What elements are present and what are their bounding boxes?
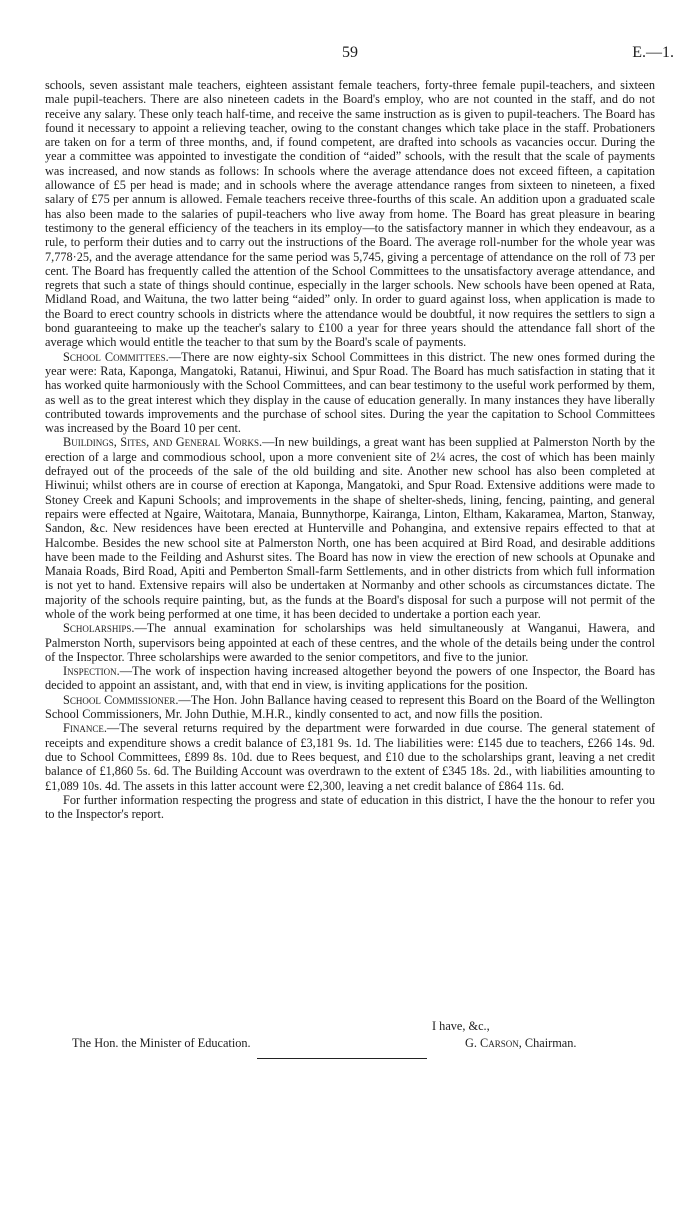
paragraph-text: schools, seven assistant male teachers, eighteen assistant female teachers, forty-three female pupil-teachers, and sixteen male pupil-teachers. There are also nineteen cadets in the Board's employ, who are not counted in the staff, and do not receive any salary. These only teach half-time, and receive the same instruction as is given to pupil-teachers. The Board has found it necessary to appoint a relieving teacher, owing to the constant changes which take place in the staff. Probationers are taken on for a term of three months, and, if found competent, are drafted into schools as vacancies occur. During the year a committee was appointed to investigate the condition of “aided” schools, with the result that the scale of payments was increased, and now stands as follows: In schools where the average attendance does not exceed fifteen, a capitation allowance of £5 per head is made; and in schools where the average attendance ranges from sixteen to nineteen, a fixed salary of £75 per annum is allowed. Female teachers receive three-fourths of this scale. An addition upon a graduated scale has also been made to the salaries of pupil-teachers who live away from home. The Board has great pleasure in bearing testimony to the general efficiency of the teachers in its employ—to the satisfactory manner in which they endeavour, as a rule, to perform their duties and to carry out the instructions of the Board. The average roll-number for the whole year was 7,778·25, and the average attendance for the same period was 5,745, giving a percentage of attendance on the roll of 73 per cent. The Board has frequently called the attention of the School Committees to the unsatisfactory average attendance, and regrets that such a state of things should continue, especially in the larger schools. New schools have been opened at Rata, Midland Road, and Waituna, the two latter being “aided” only. In order to guard against loss, when application is made to the Board to erect country schools in districts where the attendance would be doubtful, it now requires the settlers to sign a bond guaranteeing to make up the teacher's salary to £100 a year for three years should the attendance fall short of the average which would entitle the teacher to that sum by the Board's scale of payments.	[45, 78, 655, 350]
section-heading: School Commissioner.	[63, 692, 179, 707]
paragraph-closing	[45, 793, 655, 822]
section-heading: Finance.	[63, 721, 107, 736]
paragraph-school-commissioner	[45, 693, 655, 722]
paragraph-buildings	[45, 435, 655, 621]
paragraph-inspection	[45, 664, 655, 693]
section-heading: Inspection.	[63, 664, 120, 679]
paragraph-text: —The annual examination for scholarships was held simultaneously at Wanganui, Hawera, and Palmerston North, supervisors being appointed at each of these centres, and the whole of the details being under the control of the Inspector. Three scholarships were awarded to the senior competitors, and five to the junior.	[45, 621, 655, 664]
salutation: I have, &c.,	[432, 1019, 490, 1033]
paragraph-text: —The Hon. John Ballance having ceased to represent this Board on the Board of the Wellington School Commissioners, Mr. John Duthie, M.H.R., kindly consented to act, and now fills the position.	[45, 692, 655, 722]
paragraph-school-committees	[45, 350, 655, 436]
paragraph-text: —There are now eighty-six School Committees in this district. The new ones formed during the year were: Rata, Kaponga, Mangatoki, Ratanui, Hiwinui, and Spur Road. The Board has much satisfaction in stating that it has worked quite harmoniously with the School Committees, and can bear testimony to the useful work performed by them, as well as to the great interest which they display in the cause of education generally. In many instances they have liberally contributed towards improvements and the purchase of school sites. During the year the capitation to School Committees was increased by the Board 10 per cent.	[45, 349, 655, 436]
report-body	[45, 78, 655, 821]
signer-name: Carson	[480, 1036, 519, 1050]
paragraph-scholarships	[45, 621, 655, 664]
section-heading: School Committees.	[63, 349, 169, 364]
paragraph-text: —The work of inspection having increased altogether beyond the powers of one Inspector, the Board has decided to appoint an assistant, and, with that end in view, is inviting applications for the position.	[45, 664, 655, 693]
section-heading: Scholarships.	[63, 621, 135, 636]
document-reference: E.—1.	[632, 44, 674, 61]
signer-initial: G.	[465, 1036, 481, 1050]
paragraph-text: For further information respecting the progress and state of education in this district, I have the the honour to refer you to the Inspector's report.	[45, 792, 655, 822]
page-number: 59	[342, 44, 358, 61]
closing-rule	[257, 1058, 427, 1059]
paragraph-text: —In new buildings, a great want has been supplied at Palmerston North by the erection of a large and commodious school, upon a more convenient site of 2¼ acres, the cost of which has been mainly defrayed out of the proceeds of the sale of the old building and site. Another new school has also been completed at Hiwinui; whilst others are in course of erection at Kaponga, Mangatoki, and Spur Road. Extensive additions were made to Stoney Creek and Kapuni Schools; and improvements in the shape of shelter-sheds, lining, fencing, painting, and general repairs were effected at Ngaire, Waitotara, Manaia, Bunnythorpe, Kairanga, Linton, Eltham, Kakaramea, Marton, Stanway, Sandon, &c. New residences have been erected at Hunterville and Pohangina, and extensive repairs effected to that at Halcombe. Besides the new school site at Palmerston North, one has been acquired at Bird Road, and desirable additions have been made to the Feilding and Ashurst sites. The Board has now in view the erection of new schools at Opunake and Manaia Roads, Bird Road, Apiti and Pemberton Small-farm Settlements, and in other districts from which full information is not yet to hand. Extensive repairs will also be undertaken at Normanby and other schools as circumstances dictate. The majority of the schools require painting, but, as the funds at the Board's disposal for such a purpose will not permit of the whole of the work being performed at one time, it has been decided to undertake a portion each year.	[45, 435, 655, 621]
signature-block	[465, 1036, 576, 1051]
paragraph-text: —The several returns required by the department were forwarded in due course. The general statement of receipts and expenditure shows a credit balance of £3,181 9s. 1d. The liabilities were: £145 due to teachers, £266 14s. 9d. due to School Committees, £899 8s. 10d. due to Rees bequest, and £10 due to the scholarships grant, leaving a net credit balance of £1,860 5s. 6d. The Building Account was overdrawn to the extent of £345 18s. 2d., with liabilities amounting to £1,089 10s. 4d. The assets in this latter account were £2,300, leaving a net credit balance of £864 11s. 6d.	[45, 721, 655, 793]
paragraph-staff	[45, 78, 655, 350]
paragraph-finance	[45, 721, 655, 792]
section-heading: Buildings, Sites, and General Works.	[63, 435, 263, 450]
recipient: The Hon. the Minister of Education.	[72, 1036, 251, 1050]
signer-title: , Chairman.	[518, 1036, 577, 1050]
